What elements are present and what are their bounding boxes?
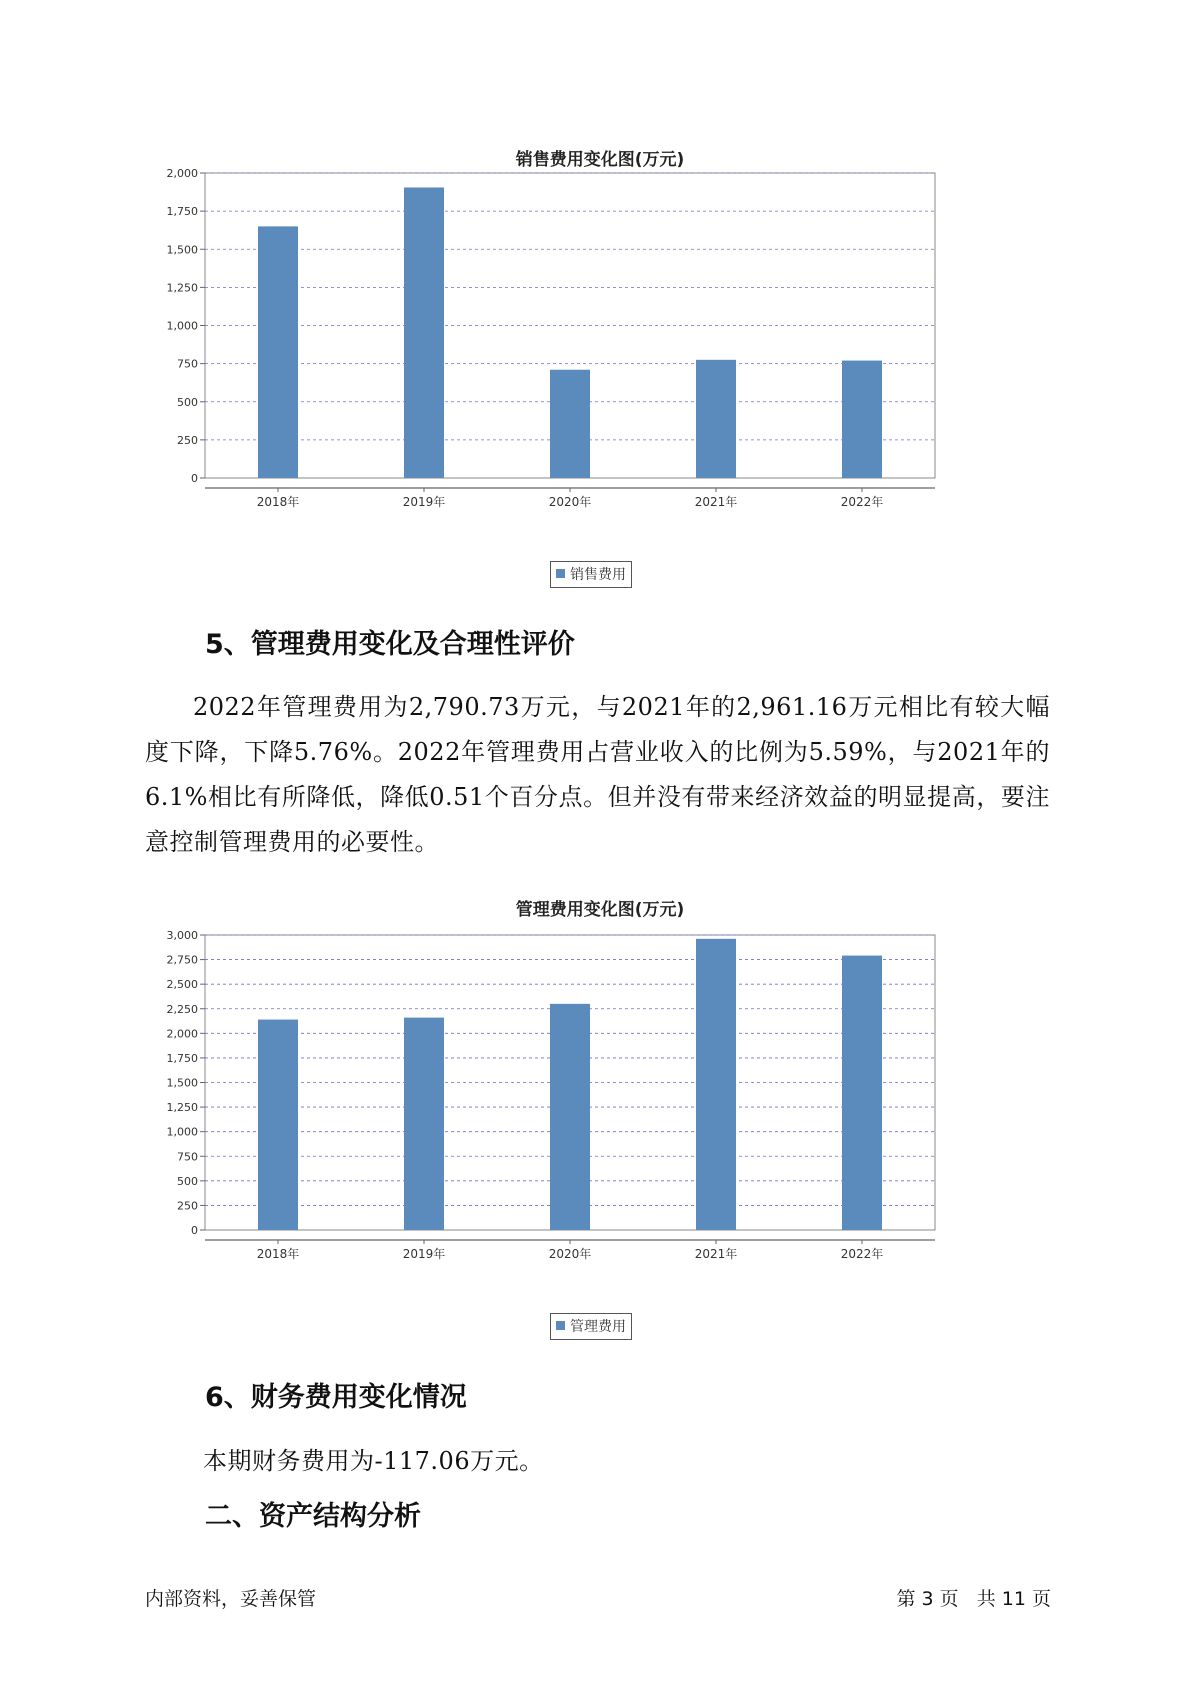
y-tick-label: 750: [177, 357, 198, 371]
x-tick-label: 2018年: [256, 495, 300, 509]
section-5-heading: 5、管理费用变化及合理性评价: [205, 629, 575, 660]
legend-label: 管理费用: [570, 1319, 626, 1335]
bar-2019年: [404, 1018, 444, 1230]
x-tick-label: 2021年: [694, 1247, 738, 1261]
y-tick-label: 0: [191, 1224, 198, 1237]
y-tick-label: 2,000: [166, 167, 198, 180]
sales-expense-chart-svg: [150, 167, 1050, 593]
admin-expense-chart: [150, 885, 1050, 1355]
admin-expense-chart-svg: [150, 929, 1050, 1355]
bar-2020年: [550, 1004, 590, 1230]
x-tick-label: 2022年: [840, 1247, 884, 1261]
legend-swatch: [556, 1321, 565, 1330]
y-tick-label: 1,250: [166, 281, 198, 295]
y-tick-label: 2,250: [166, 1002, 198, 1016]
bar-2018年: [258, 226, 298, 478]
y-tick-label: 1,000: [166, 319, 198, 333]
section-6-heading: 6、财务费用变化情况: [205, 1382, 467, 1413]
x-tick-label: 2019年: [402, 1247, 446, 1261]
y-tick-label: 1,250: [166, 1101, 198, 1115]
y-tick-label: 1,000: [166, 1125, 198, 1139]
x-tick-label: 2020年: [548, 495, 592, 509]
bar-2022年: [842, 956, 882, 1230]
x-tick-label: 2021年: [694, 495, 738, 509]
y-tick-label: 2,000: [166, 1027, 198, 1041]
y-tick-label: 2,750: [166, 953, 198, 967]
bar-2018年: [258, 1020, 298, 1230]
y-tick-label: 3,000: [166, 929, 198, 942]
legend-swatch: [556, 569, 565, 578]
chart-legend: [550, 1313, 632, 1340]
x-tick-label: 2020年: [548, 1247, 592, 1261]
bar-2021年: [696, 360, 736, 478]
x-tick-label: 2018年: [256, 1247, 300, 1261]
chart-legend: [550, 561, 632, 588]
section-6-text: 本期财务费用为-117.06万元。: [203, 1447, 544, 1475]
sales-expense-chart: [150, 135, 1050, 595]
bar-2019年: [404, 187, 444, 478]
section-5-paragraph: 2022年管理费用为2,790.73万元，与2021年的2,961.16万元相比有较大幅度下降，下降5.76%。2022年管理费用占营业收入的比例为5.59%，与2021年的6.1%相比有所降低，降低0.51个百分点。但并没有带来经济效益的明显提高，要注意控制管理费用的必要性。: [145, 693, 1050, 856]
x-tick-label: 2022年: [840, 495, 884, 509]
footer-page-number: 第 3 页 共 11 页: [896, 1588, 1051, 1610]
section-two-heading: 二、资产结构分析: [205, 1501, 421, 1532]
y-tick-label: 1,750: [166, 1051, 198, 1065]
chart-title: 管理费用变化图(万元): [515, 900, 685, 920]
y-tick-label: 0: [191, 472, 198, 485]
bar-2022年: [842, 361, 882, 478]
y-tick-label: 500: [177, 1174, 198, 1188]
y-tick-label: 1,500: [166, 243, 198, 257]
x-tick-label: 2019年: [402, 495, 446, 509]
bar-2020年: [550, 370, 590, 478]
y-tick-label: 1,750: [166, 205, 198, 219]
y-tick-label: 1,500: [166, 1076, 198, 1090]
y-tick-label: 2,500: [166, 978, 198, 992]
footer-confidential-note: 内部资料，妥善保管: [145, 1588, 317, 1610]
y-tick-label: 500: [177, 395, 198, 409]
y-tick-label: 250: [177, 433, 198, 447]
y-tick-label: 250: [177, 1199, 198, 1213]
legend-label: 销售费用: [570, 567, 626, 583]
chart-title: 销售费用变化图(万元): [515, 150, 685, 170]
bar-2021年: [696, 939, 736, 1230]
y-tick-label: 750: [177, 1150, 198, 1164]
